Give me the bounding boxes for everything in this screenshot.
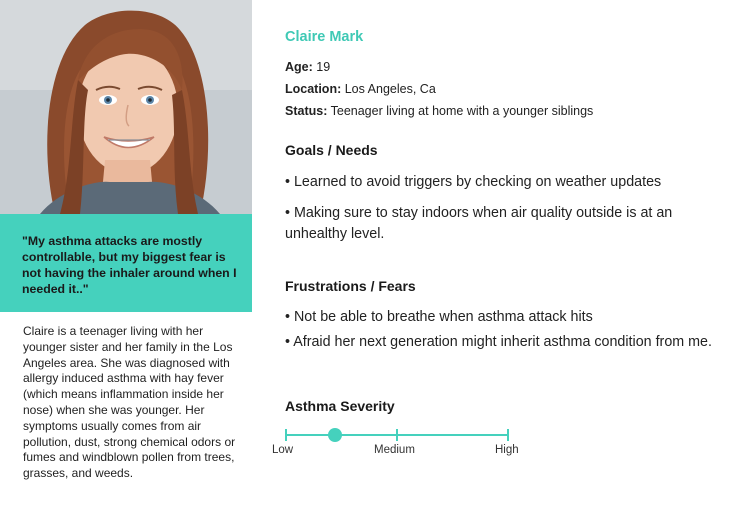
severity-tick-medium	[396, 429, 398, 441]
goal-item: • Making sure to stay indoors when air quality outside is at an unhealthy level.	[285, 205, 673, 242]
severity-knob	[328, 428, 342, 442]
persona-portrait-illustration	[0, 0, 252, 214]
severity-label-low: Low	[272, 444, 294, 456]
severity-tick-high	[507, 429, 509, 441]
frustration-item: • Not be able to breathe when asthma attack hits	[285, 309, 593, 325]
goals-heading: Goals / Needs	[285, 142, 378, 158]
severity-scale	[272, 424, 525, 464]
age-label: Age:	[285, 60, 313, 74]
severity-heading: Asthma Severity	[285, 398, 395, 414]
persona-photo	[0, 0, 252, 214]
status-row	[285, 104, 593, 118]
location-row	[285, 82, 436, 96]
status-value: Teenager living at home with a younger siblings	[330, 104, 594, 118]
persona-bio: Claire is a teenager living with her younger sister and her family in the Los Angeles area. She was diagnosed with allergy induced asthma with hay fever (which means inflammation inside her nose) when she was younger. Her symptoms usually comes from air pollution, dust, strong chemical odors or fumes and windblown pollen from trees, grasses, and weeds.	[23, 324, 236, 481]
goal-item: • Learned to avoid triggers by checking on weather updates	[285, 174, 662, 190]
frustrations-heading: Frustrations / Fears	[285, 278, 416, 294]
severity-tick-low	[285, 429, 287, 441]
severity-label-high: High	[495, 444, 519, 456]
persona-quote: "My asthma attacks are mostly controllable, but my biggest fear is not having the inhaler around when I needed it.."	[22, 234, 237, 296]
left-column	[0, 0, 252, 516]
location-label: Location:	[285, 82, 342, 96]
quote-box	[0, 214, 252, 312]
status-label: Status:	[285, 104, 328, 118]
age-value: 19	[316, 60, 331, 74]
location-value: Los Angeles, Ca	[344, 82, 436, 96]
severity-label-medium: Medium	[374, 444, 415, 456]
frustration-item: • Afraid her next generation might inherit asthma condition from me.	[285, 334, 712, 350]
persona-name: Claire Mark	[285, 29, 364, 45]
age-row	[285, 60, 330, 74]
